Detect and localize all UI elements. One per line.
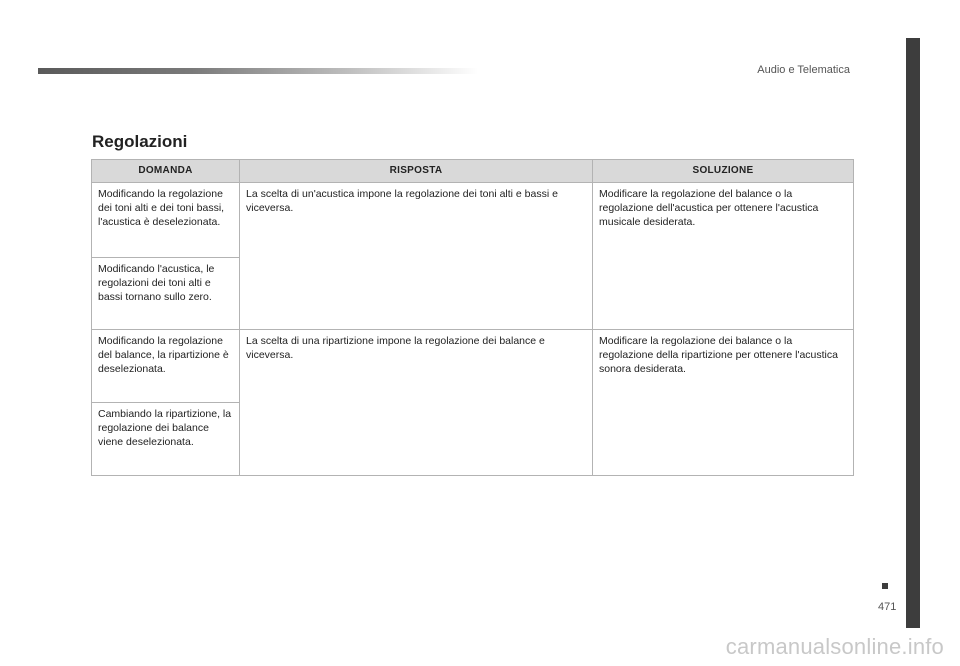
table-row: [92, 183, 854, 258]
question-cell: Modificando la regolazione del balance, la ripartizione è deselezionata.: [92, 330, 240, 403]
question-cell: Modificando l'acustica, le regolazioni dei toni alti e bassi tornano sullo zero.: [92, 258, 240, 330]
question-cell: Cambiando la ripartizione, la regolazione dei balance viene deselezionata.: [92, 403, 240, 476]
page-edge-strip: [906, 38, 920, 628]
section-label: Audio e Telematica: [757, 64, 850, 76]
table-header-row: [92, 160, 854, 183]
column-header-risposta: RISPOSTA: [240, 160, 593, 183]
solution-cell: Modificare la regolazione dei balance o la regolazione della ripartizione per ottenere l'acustica sonora desiderata.: [593, 330, 854, 476]
header-gradient-bar: [38, 68, 478, 74]
watermark: carmanualsonline.info: [725, 634, 944, 659]
page-title: Regolazioni: [92, 132, 188, 151]
troubleshooting-table: [91, 159, 854, 476]
answer-cell: La scelta di un'acustica impone la regolazione dei toni alti e bassi e viceversa.: [240, 183, 593, 330]
column-header-domanda: DOMANDA: [92, 160, 240, 183]
solution-cell: Modificare la regolazione del balance o la regolazione dell'acustica per ottenere l'acustica musicale desiderata.: [593, 183, 854, 330]
question-cell: Modificando la regolazione dei toni alti e dei toni bassi, l'acustica è deselezionata.: [92, 183, 240, 258]
page-marker-square: [882, 583, 888, 589]
column-header-soluzione: SOLUZIONE: [593, 160, 854, 183]
answer-cell: La scelta di una ripartizione impone la regolazione dei balance e viceversa.: [240, 330, 593, 476]
page-number: 471: [878, 601, 897, 613]
table-row: [92, 330, 854, 403]
